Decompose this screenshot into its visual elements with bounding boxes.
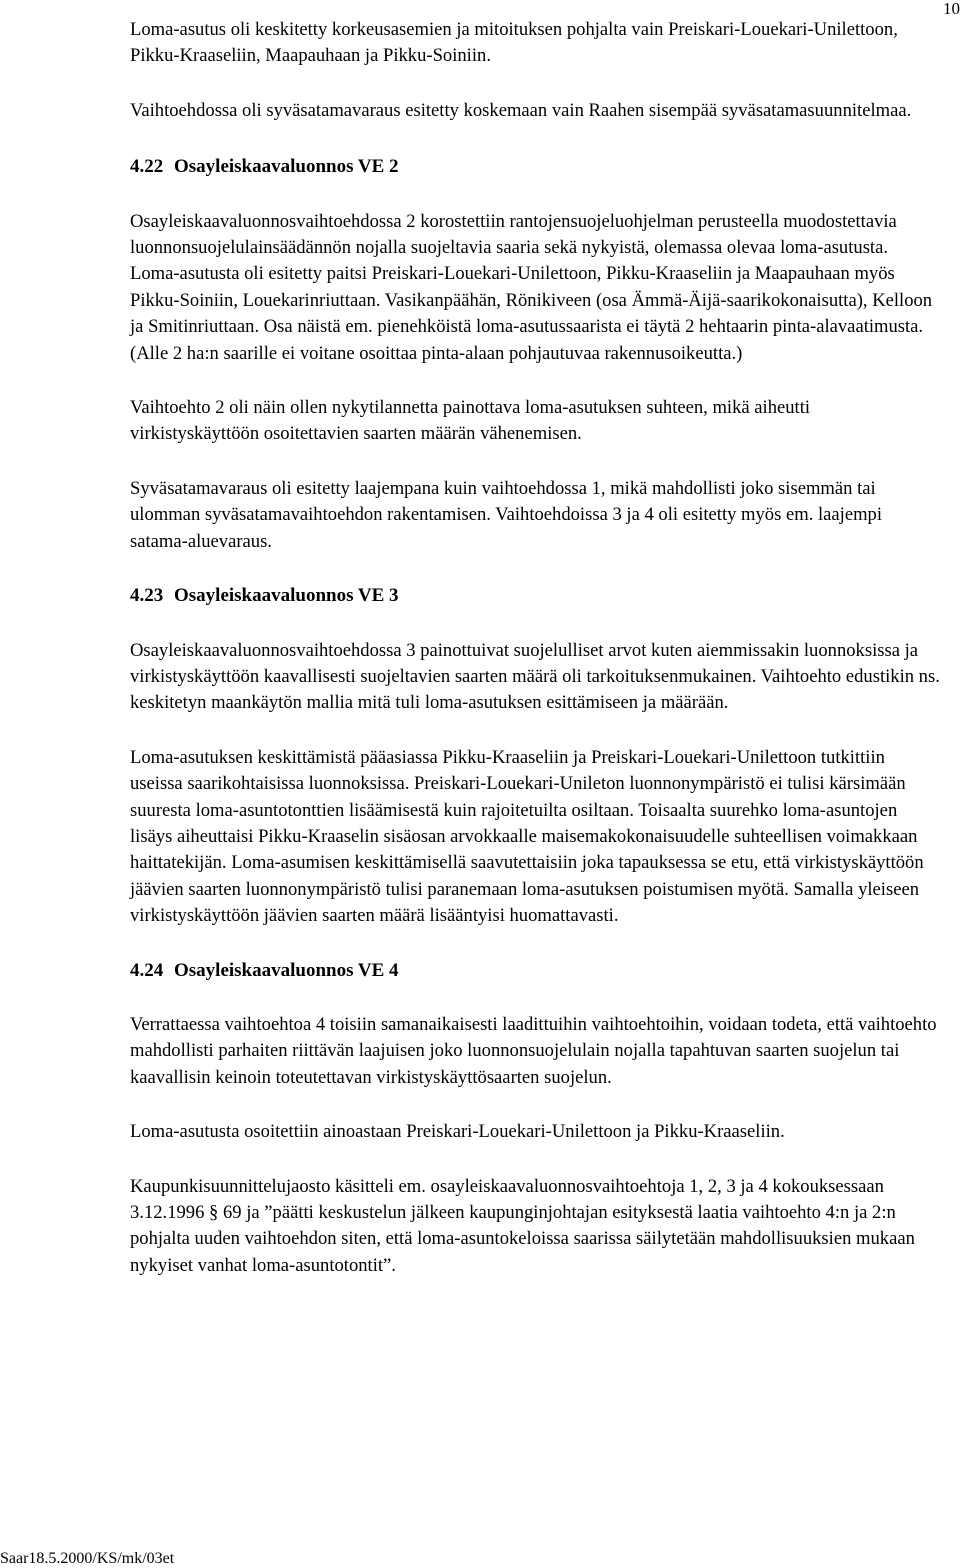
section-heading (130, 583, 942, 609)
paragraph: Kaupunkisuunnittelujaosto käsitteli em. osayleiskaavaluonnosvaihtoehtoja 1, 2, 3 ja 4 kokouksessaan 3.12.1996 § 69 ja ”päätti keskustelun jälkeen kaupunginjohtajan esityksestä laatia vaihtoehto 4:n ja 2:n pohjalta uuden vaihtoehdon siten, että loma-asuntokeloissa saarissa säilytetään mahdollisuuksien mukaan nykyiset vanhat loma-asuntotontit”. (130, 1175, 915, 1276)
paragraph: Syväsatamavaraus oli esitetty laajempana kuin vaihtoehdossa 1, mikä mahdollisti joko sisemmän tai ulomman syväsatamavaihtoehdon rakentamisen. Vaihtoehdoissa 3 ja 4 oli esitetty myös em. laajempi satama-aluevaraus. (130, 477, 883, 552)
paragraph: Loma-asutusta osoitettiin ainoastaan Preiskari-Louekari-Unilettoon ja Pikku-Kraaseliin. (130, 1121, 785, 1143)
page-number: 10 (943, 0, 960, 18)
section-number: 4.24 (130, 959, 164, 981)
section-heading (130, 154, 942, 180)
paragraph: Vaihtoehdossa oli syväsatamavaraus esitetty koskemaan vain Raahen sisempää syväsatamasuunnitelmaa. (130, 99, 912, 121)
document-body (130, 17, 942, 1307)
section-title: Osayleiskaavaluonnos VE 2 (174, 156, 399, 178)
paragraph: Loma-asutus oli keskitetty korkeusasemien ja mitoituksen pohjalta vain Preiskari-Louekari-Unilettoon, Pikku-Kraaseliin, Maapauhaan ja Pikku-Soiniin. (130, 19, 898, 67)
section-number: 4.23 (130, 585, 164, 607)
paragraph: Verrattaessa vaihtoehtoa 4 toisiin samanaikaisesti laadittuihin vaihtoehtoihin, voidaan todeta, että vaihtoehto mahdollisti parhaiten riittävän laajuisen joko luonnonsuojelulain nojalla tapahtuvan saarten suojelun tai kaavallisin keinoin toteutettavan virkistyskäyttösaarten suojelun. (130, 1013, 937, 1088)
section-heading (130, 958, 942, 984)
paragraph: Vaihtoehto 2 oli näin ollen nykytilannetta painottava loma-asutuksen suhteen, mikä aiheutti virkistyskäyttöön osoitettavien saarten määrän vähenemisen. (130, 397, 811, 445)
paragraph: Osayleiskaavaluonnosvaihtoehdossa 3 painottuivat suojelulliset arvot kuten aiemmissakin luonnoksissa ja virkistyskäyttöön kaavallisesti suojeltavien saarten määrä oli tarkoituksenmukainen. Vaihtoehto edustikin ns. keskitetyn maankäytön mallia mitä tuli loma-asutuksen esittämiseen ja määrään. (130, 639, 940, 714)
footer-reference: Saar18.5.2000/KS/mk/03et (0, 1550, 175, 1567)
section-title: Osayleiskaavaluonnos VE 4 (174, 959, 399, 981)
section-number: 4.22 (130, 156, 164, 178)
paragraph: Loma-asutuksen keskittämistä pääasiassa Pikku-Kraaseliin ja Preiskari-Louekari-Unilettoon tutkittiin useissa saarikohtaisissa luonnoksissa. Preiskari-Louekari-Unileton luonnonympäristö ei tulisi kärsimään suuresta loma-asuntotonttien lisäämisestä kuin rajoitetuilta osiltaan. Toisaalta suurehko loma-asuntojen lisäys aiheuttaisi Pikku-Kraaselin sisäosan arvokkaalle maisemakokonaisuudelle suhteellisen voimakkaan haittatekijän. Loma-asumisen keskittämisellä saavutettaisiin joka tapauksessa se etu, että virkistyskäyttöön jäävien saarten luonnonympäristö tulisi paranemaan loma-asutuksen poistumisen myötä. Samalla yleiseen virkistyskäyttöön jäävien saarten määrä lisääntyisi huomattavasti. (130, 746, 924, 927)
paragraph: Osayleiskaavaluonnosvaihtoehdossa 2 korostettiin rantojensuojeluohjelman perusteella muodostettavia luonnonsuojelulainsäädännön nojalla suojeltavia saaria sekä nykyistä, olemassa olevaa loma-asutusta. Loma-asutusta oli esitetty paitsi Preiskari-Louekari-Unilettoon, Pikku-Kraaseliin ja Maapauhaan myös Pikku-Soiniin, Louekarinriuttaan. Vasikanpäähän, Rönikiveen (osa Ämmä-Äijä-saarikokonaisutta), Kelloon ja Smitinriuttaan. Osa näistä em. pienehköistä loma-asutussaarista ei täytä 2 hehtaarin pinta-alavaatimusta. (Alle 2 ha:n saarille ei voitane osoittaa pinta-alaan pohjautuvaa rakennusoikeutta.) (130, 210, 933, 364)
section-title: Osayleiskaavaluonnos VE 3 (174, 585, 399, 607)
